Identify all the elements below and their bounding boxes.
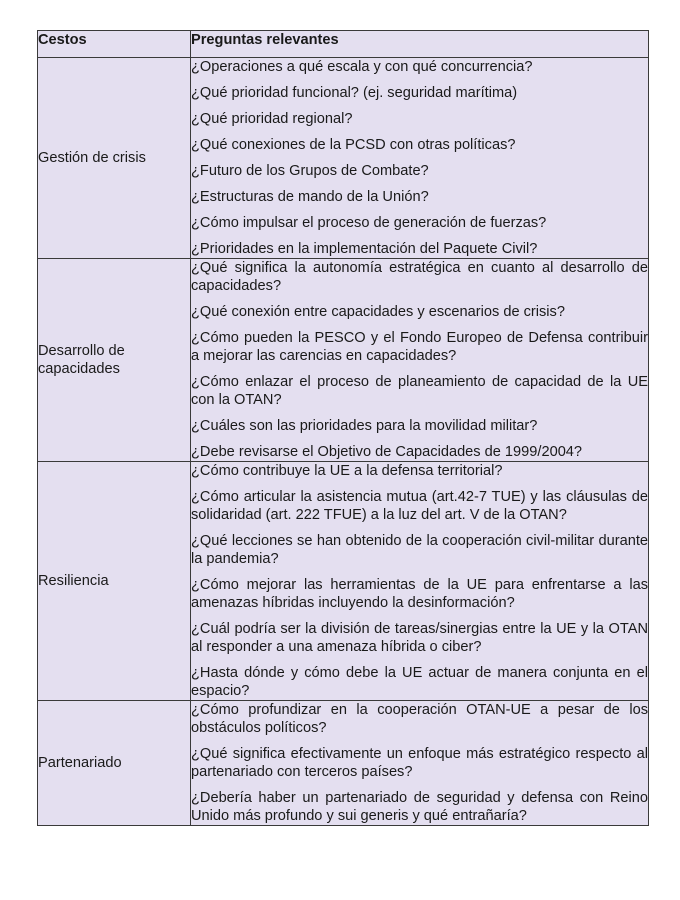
question-item: ¿Cómo profundizar en la cooperación OTAN-UE a pesar de los obstáculos políticos?: [191, 702, 648, 736]
questions-cell: [191, 701, 649, 826]
question-item: ¿Cómo contribuye la UE a la defensa territorial?: [191, 463, 503, 479]
question-item: ¿Cuál podría ser la división de tareas/sinergias entre la UE y la OTAN al responder a una amenaza híbrida o ciber?: [191, 621, 648, 655]
question-item: ¿Qué prioridad funcional? (ej. seguridad marítima): [191, 85, 518, 101]
questions-cell: [191, 462, 649, 701]
category-cell: Partenariado: [38, 701, 191, 826]
question-item: ¿Futuro de los Grupos de Combate?: [191, 163, 429, 179]
questions-table: [37, 30, 649, 826]
category-cell: Gestión de crisis: [38, 58, 191, 259]
question-item: ¿Cómo mejorar las herramientas de la UE para enfrentarse a las amenazas híbridas incluyendo la desinformación?: [191, 577, 648, 611]
question-item: ¿Debería haber un partenariado de seguridad y defensa con Reino Unido más profundo y sui generis y qué entrañaría?: [191, 790, 648, 824]
question-item: ¿Estructuras de mando de la Unión?: [191, 189, 429, 205]
question-item: ¿Qué lecciones se han obtenido de la cooperación civil-militar durante la pandemia?: [191, 533, 648, 567]
questions-cell: [191, 259, 649, 462]
table-row: [38, 462, 649, 701]
table-row: [38, 58, 649, 259]
question-item: ¿Qué prioridad regional?: [191, 111, 353, 127]
question-item: ¿Qué significa efectivamente un enfoque más estratégico respecto al partenariado con terceros países?: [191, 746, 648, 780]
question-item: ¿Operaciones a qué escala y con qué concurrencia?: [191, 59, 533, 75]
table-row: [38, 701, 649, 826]
questions-cell: [191, 58, 649, 259]
question-item: ¿Cómo enlazar el proceso de planeamiento de capacidad de la UE con la OTAN?: [191, 374, 648, 408]
question-item: ¿Qué conexiones de la PCSD con otras políticas?: [191, 137, 516, 153]
question-item: ¿Cómo impulsar el proceso de generación de fuerzas?: [191, 215, 547, 231]
question-item: ¿Hasta dónde y cómo debe la UE actuar de manera conjunta en el espacio?: [191, 665, 648, 699]
question-item: ¿Qué conexión entre capacidades y escenarios de crisis?: [191, 304, 565, 320]
header-cestos: Cestos: [38, 31, 191, 58]
question-item: ¿Cómo articular la asistencia mutua (art.42-7 TUE) y las cláusulas de solidaridad (art. 222 TFUE) a la luz del art. V de la OTAN?: [191, 489, 648, 523]
question-item: ¿Cuáles son las prioridades para la movilidad militar?: [191, 418, 538, 434]
question-item: ¿Cómo pueden la PESCO y el Fondo Europeo de Defensa contribuir a mejorar las carencias en capacidades?: [191, 330, 648, 364]
category-cell: Desarrollo de capacidades: [38, 259, 191, 462]
question-item: ¿Qué significa la autonomía estratégica en cuanto al desarrollo de capacidades?: [191, 260, 648, 294]
table-header-row: [38, 31, 649, 58]
table-row: [38, 259, 649, 462]
header-preguntas: Preguntas relevantes: [191, 31, 649, 58]
question-item: ¿Prioridades en la implementación del Paquete Civil?: [191, 241, 538, 257]
category-cell: Resiliencia: [38, 462, 191, 701]
question-item: ¿Debe revisarse el Objetivo de Capacidades de 1999/2004?: [191, 444, 583, 460]
